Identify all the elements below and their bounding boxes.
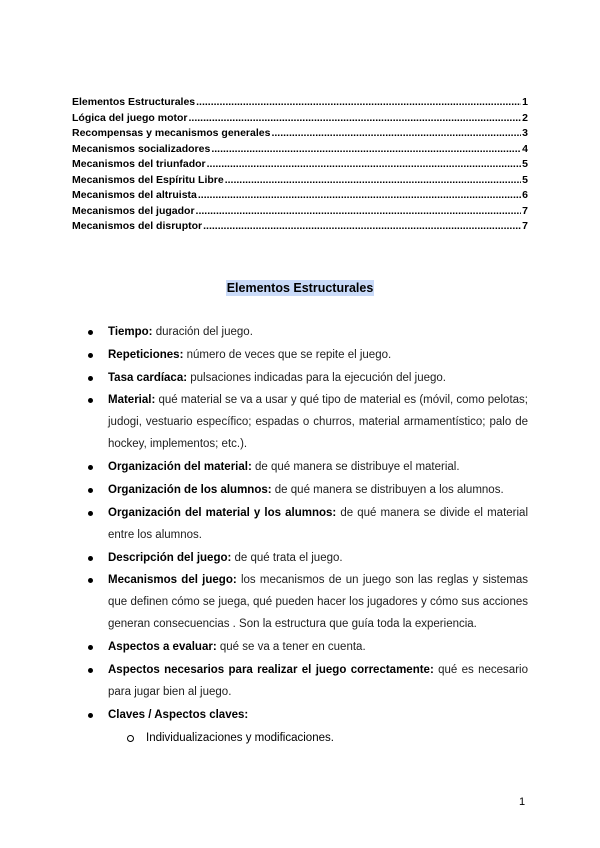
bullet-icon <box>88 353 93 358</box>
toc-entry[interactable] <box>72 143 528 159</box>
item-text: pulsaciones indicadas para la ejecución del juego. <box>187 371 446 384</box>
list-item <box>88 479 528 501</box>
table-of-contents <box>72 96 528 236</box>
item-label: Aspectos necesarios para realizar el juego correctamente: <box>108 663 434 676</box>
toc-entry-page: 5 <box>522 158 528 170</box>
bullet-icon <box>88 330 93 335</box>
toc-entry-page: 7 <box>522 204 528 217</box>
item-text: qué es necesario para jugar bien al juego. <box>108 663 528 698</box>
list-item <box>88 367 528 389</box>
item-label: Aspectos a evaluar: <box>108 641 217 654</box>
toc-entry-title: Elementos Estructurales <box>72 96 196 108</box>
section-heading <box>0 281 600 295</box>
bullet-icon <box>88 511 93 516</box>
toc-entry[interactable] <box>72 189 528 205</box>
item-text: de qué manera se distribuyen a los alumnos. <box>271 483 504 496</box>
item-label: Repeticiones: <box>108 348 184 361</box>
toc-entry-title: Mecanismos del triunfador <box>72 158 206 170</box>
bullet-icon <box>88 713 93 718</box>
toc-entry[interactable] <box>72 96 528 112</box>
list-item <box>88 344 528 366</box>
toc-entry-title: Mecanismos del Espíritu Libre <box>72 173 224 186</box>
bullet-icon <box>88 668 93 673</box>
item-label: Organización del material: <box>108 461 252 474</box>
item-label: Organización del material y los alumnos: <box>108 506 337 519</box>
bullet-icon <box>88 398 93 403</box>
toc-entry-title: Mecanismos socializadores <box>72 142 211 155</box>
toc-entry-page: 3 <box>522 127 528 139</box>
item-label: Mecanismos del juego: <box>108 574 237 587</box>
page-number: 1 <box>519 796 526 808</box>
toc-leader-dots <box>211 143 521 155</box>
toc-leader-dots <box>196 96 521 108</box>
bullet-icon <box>88 578 93 583</box>
toc-entry-title: Lógica del juego motor <box>72 111 188 124</box>
bullet-icon <box>88 376 93 381</box>
item-text: de qué trata el juego. <box>231 551 343 564</box>
toc-entry-title: Mecanismos del disruptor <box>72 220 203 232</box>
item-text: qué se va a tener en cuenta. <box>216 641 366 654</box>
item-label: Organización de los alumnos: <box>108 483 272 496</box>
toc-leader-dots <box>198 189 521 201</box>
toc-entry-title: Mecanismos del jugador <box>72 204 195 217</box>
toc-entry-title: Mecanismos del altruista <box>72 189 197 201</box>
toc-entry[interactable] <box>72 205 528 221</box>
toc-entry-page: 6 <box>522 189 528 201</box>
toc-entry[interactable] <box>72 174 528 190</box>
list-item <box>88 547 528 569</box>
structural-elements-list <box>88 321 528 749</box>
toc-leader-dots <box>203 220 521 232</box>
toc-entry-page: 2 <box>522 111 528 124</box>
list-item <box>88 456 528 478</box>
bullet-icon <box>88 488 93 493</box>
item-text: de qué manera se divide el material entre los alumnos. <box>108 506 528 541</box>
sub-item-text: Individualizaciones y modificaciones. <box>146 731 334 744</box>
list-item <box>88 704 528 726</box>
toc-entry[interactable] <box>72 158 528 174</box>
toc-entry-page: 1 <box>522 96 528 108</box>
item-label: Material: <box>108 394 156 407</box>
bullet-icon <box>88 556 93 561</box>
list-item <box>88 659 528 703</box>
item-label: Tiempo: <box>108 326 153 338</box>
item-text: los mecanismos de un juego son las reglas y sistemas que definen cómo se juega, qué pueden hacer los jugadores y cómo sus acciones generan consecuencias . Son la estructura que guía toda la experiencia. <box>108 574 528 631</box>
hollow-bullet-icon <box>127 735 134 742</box>
toc-entry[interactable] <box>72 220 528 236</box>
item-text: de qué manera se distribuye el material. <box>251 461 460 474</box>
list-item <box>88 569 528 635</box>
bullet-icon <box>88 645 93 650</box>
toc-entry-page: 4 <box>522 142 528 155</box>
item-label: Claves / Aspectos claves: <box>108 708 249 721</box>
item-text: duración del juego. <box>152 326 253 338</box>
bullet-icon <box>88 465 93 470</box>
toc-entry-page: 5 <box>522 173 528 186</box>
toc-leader-dots <box>271 127 521 139</box>
item-text: qué material se va a usar y qué tipo de material es (móvil, como pelotas; judogi, vestuario específico; espadas o churros, material armamentístico; palo de hockey, implementos; etc.). <box>108 394 528 451</box>
section-heading-text: Elementos Estructurales <box>226 281 374 295</box>
list-item <box>88 636 528 658</box>
item-label: Descripción del juego: <box>108 551 232 564</box>
toc-entry-page: 7 <box>522 220 528 232</box>
toc-leader-dots <box>207 158 522 170</box>
sub-list-item <box>88 727 528 749</box>
item-text: número de veces que se repite el juego. <box>183 348 392 361</box>
list-item <box>88 321 528 343</box>
toc-leader-dots <box>225 174 521 186</box>
toc-entry-title: Recompensas y mecanismos generales <box>72 127 271 139</box>
item-label: Tasa cardíaca: <box>108 371 188 384</box>
toc-leader-dots <box>189 112 522 124</box>
toc-leader-dots <box>196 205 522 217</box>
toc-entry[interactable] <box>72 112 528 128</box>
list-item <box>88 502 528 546</box>
list-item <box>88 389 528 455</box>
toc-entry[interactable] <box>72 127 528 143</box>
